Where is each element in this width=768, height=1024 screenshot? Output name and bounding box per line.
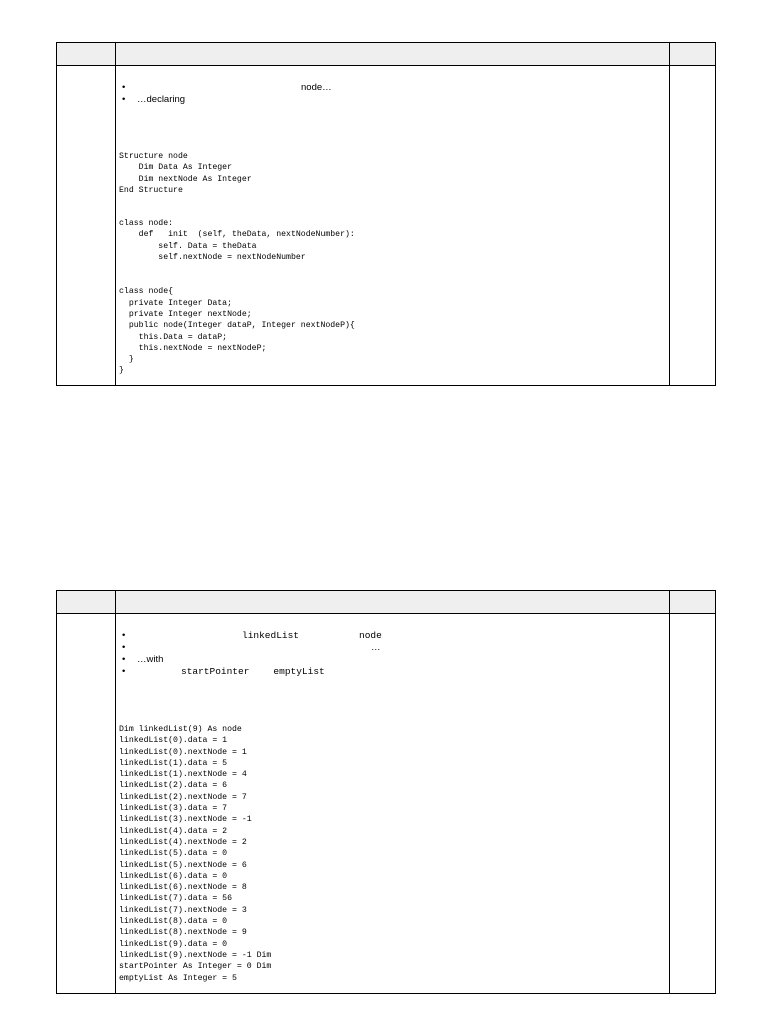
table2-header-marks-cell bbox=[670, 591, 716, 614]
table2-bullet-4 bbox=[119, 666, 666, 678]
table1-bullet-2 bbox=[119, 94, 666, 106]
linked-list-code: Dim linkedList(9) As node linkedList(0).data = 1 linkedList(0).nextNode = 1 linkedList(1).data = 5 linkedList(1).nextNode = 4 linkedList(2).data = 6 linkedList(2).nextNode = 7 linkedList(3).data = 7 linkedList(3).nextNode = -1 linkedList(4).data = 2 linkedList(4).nextNode = 2 linkedList(5).data = 0 linkedList(5).nextNode = 6 linkedList(6).data = 0 linkedList(6).nextNode = 8 linkedList(7).data = 56 linkedList(7).nextNode = 3 linkedList(8).data = 0 linkedList(8).nextNode = 9 linkedList(9).data = 0 linkedList(9).nextNode = -1 Dim startPointer As Integer = 0 Dim emptyList As Integer = 5 bbox=[119, 725, 272, 983]
table1-bullet-1 bbox=[119, 82, 666, 94]
table1-bullet-2-text: …declaring bbox=[137, 94, 186, 105]
table2-bullet-2-text: … bbox=[371, 642, 381, 653]
table1-bullet-1-text: node… bbox=[301, 82, 332, 93]
python-class-code: class node: def init (self, theData, nextNodeNumber): self. Data = theData self.nextNode = nextNodeNumber bbox=[119, 219, 355, 263]
table2-bullet-4-word2: emptyList bbox=[273, 666, 325, 677]
table1-bullet-list bbox=[119, 82, 666, 106]
table2-bullet-4-word1: startPointer bbox=[181, 666, 250, 677]
table2-header-row bbox=[57, 591, 716, 614]
table2-bullet-1 bbox=[119, 630, 666, 642]
table1-header-row bbox=[57, 43, 716, 66]
vb-structure-code: Structure node Dim Data As Integer Dim nextNode As Integer End Structure bbox=[119, 152, 252, 195]
mark-scheme-table-2 bbox=[56, 590, 716, 994]
table2-header-answer-cell bbox=[116, 591, 670, 614]
table2-question-cell bbox=[57, 614, 116, 994]
table1-header-question-cell bbox=[57, 43, 116, 66]
table2-bullet-1-word2: node bbox=[359, 630, 382, 641]
table2-answer-cell bbox=[116, 614, 670, 994]
table2-bullet-list bbox=[119, 630, 666, 678]
table2-bullet-1-word1: linkedList bbox=[242, 630, 300, 641]
table2-bullet-2 bbox=[119, 642, 666, 654]
table1-answer-cell bbox=[116, 66, 670, 386]
java-class-code: class node{ private Integer Data; private Integer nextNode; public node(Integer dataP, Integer nextNodeP){ this.Data = dataP; this.nextNode = nextNodeP; } } bbox=[119, 287, 355, 376]
table2-bullet-3 bbox=[119, 654, 666, 666]
table1-body-row bbox=[57, 66, 716, 386]
table1-header-answer-cell bbox=[116, 43, 670, 66]
table2-body-row bbox=[57, 614, 716, 994]
table2-marks-cell bbox=[670, 614, 716, 994]
table1-question-cell bbox=[57, 66, 116, 386]
table1-marks-cell bbox=[670, 66, 716, 386]
table1-header-marks-cell bbox=[670, 43, 716, 66]
table2-header-question-cell bbox=[57, 591, 116, 614]
table2-bullet-3-text: …with bbox=[137, 654, 164, 665]
mark-scheme-table-1 bbox=[56, 42, 716, 386]
